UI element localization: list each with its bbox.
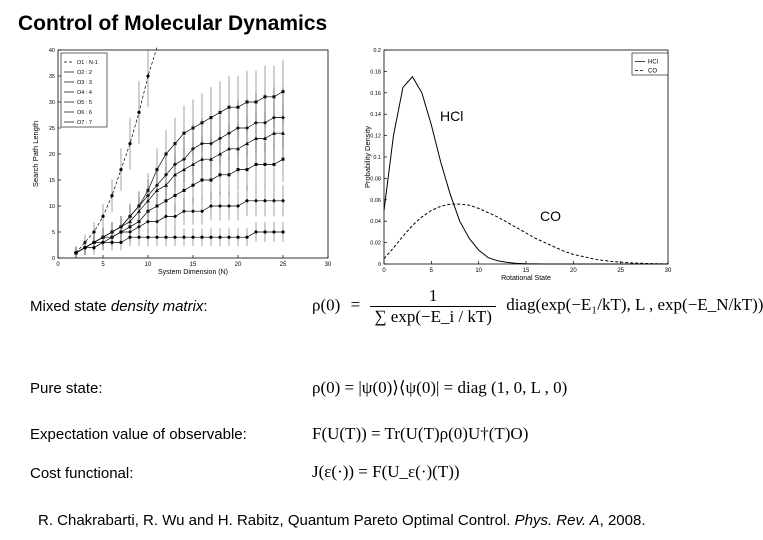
legend-entry: O1 : N-1 (77, 60, 98, 66)
x-tick-label: 30 (664, 268, 672, 274)
data-point (272, 230, 275, 233)
legend-entry: O7 : 7 (77, 120, 92, 126)
x-tick-label: 20 (569, 268, 577, 274)
search-path-length-chart (30, 44, 342, 280)
data-point (236, 236, 239, 239)
x-tick-label: 20 (234, 262, 242, 268)
data-point (227, 204, 231, 208)
data-point (263, 230, 266, 233)
data-point (255, 163, 258, 166)
y-tick-label: 15 (48, 178, 55, 184)
data-point (156, 205, 159, 208)
mixed-state-italic: density matrix (110, 298, 204, 315)
data-point (236, 204, 240, 208)
x-tick-label: 30 (324, 262, 332, 268)
x-tick-label: 0 (56, 262, 60, 268)
data-point (191, 162, 195, 166)
expectation-equation: F(U(T)) = Tr(U(T)ρ(0)U†(T)O) (312, 424, 529, 443)
data-point (245, 142, 249, 146)
pure-state-equation: ρ(0) = |ψ(0)⟩⟨ψ(0)| = diag (1, 0, L , 0) (312, 378, 568, 397)
data-point (164, 214, 168, 218)
legend-entry: O4 : 4 (77, 90, 92, 96)
x-tick-label: 25 (279, 262, 287, 268)
data-point (155, 220, 159, 224)
y-tick-label: 5 (51, 230, 55, 236)
y-axis-label: Probability Density (363, 125, 372, 189)
data-point (245, 236, 248, 239)
x-tick-label: 5 (429, 268, 434, 274)
y-tick-label: 0 (377, 262, 381, 268)
probability-density-chart (362, 44, 672, 284)
mixed-fraction (370, 286, 496, 327)
x-tick-label: 10 (144, 262, 152, 268)
data-point (254, 199, 258, 203)
hcl-annotation: HCl (440, 108, 464, 124)
data-point (273, 163, 276, 166)
data-point (210, 179, 213, 182)
cost-functional-label: Cost functional: (30, 465, 134, 482)
data-point (110, 194, 113, 197)
data-point (219, 173, 222, 176)
data-point (83, 246, 86, 249)
data-point (74, 251, 77, 254)
mixed-equals: = (350, 295, 361, 315)
x-tick-label: 0 (382, 268, 386, 274)
series-line-2 (384, 204, 668, 264)
data-point (173, 214, 177, 218)
data-point (191, 209, 195, 213)
y-tick-label: 0.16 (370, 90, 381, 97)
citation-journal: Phys. Rev. A (514, 512, 600, 529)
mixed-state-prefix: Mixed state (30, 298, 111, 315)
data-point (173, 173, 177, 177)
citation-authors: R. Chakrabarti, R. Wu and H. Rabitz, Quantum Pareto Optimal Control. (38, 512, 515, 529)
y-tick-label: 0.06 (370, 197, 381, 204)
data-point (164, 236, 167, 239)
y-tick-label: 0.08 (370, 176, 381, 183)
series-line-6 (76, 201, 283, 253)
data-point (272, 199, 276, 203)
data-point (119, 168, 122, 171)
data-point (101, 241, 104, 244)
legend-entry: O2 : 2 (77, 70, 92, 76)
mixed-numerator: 1 (370, 286, 496, 307)
data-point (92, 246, 95, 249)
x-tick-label: 25 (617, 268, 625, 274)
series-line-1 (384, 77, 668, 264)
y-tick-label: 0.2 (373, 48, 381, 54)
y-tick-label: 0.1 (373, 155, 381, 161)
y-tick-label: 0.14 (370, 112, 381, 119)
x-tick-label: 15 (522, 268, 530, 274)
legend-entry: O6 : 6 (77, 110, 92, 116)
y-tick-label: 35 (48, 74, 55, 80)
y-tick-label: 0.04 (370, 219, 381, 226)
x-axis-label: Rotational State (501, 275, 551, 282)
data-point (201, 179, 204, 182)
mixed-state-label (30, 298, 208, 315)
data-point (183, 189, 186, 192)
data-point (227, 236, 230, 239)
y-tick-label: 20 (48, 152, 55, 158)
data-point (218, 204, 222, 208)
data-point (92, 230, 95, 233)
data-point (101, 215, 104, 218)
data-point (264, 163, 267, 166)
data-point (146, 74, 149, 77)
y-tick-label: 25 (48, 126, 55, 132)
data-point (137, 236, 140, 239)
data-point (174, 194, 177, 197)
data-point (110, 241, 113, 244)
data-point (281, 230, 284, 233)
data-point (182, 209, 186, 213)
data-point (263, 199, 267, 203)
plot-frame (384, 50, 668, 264)
series-line-5 (76, 159, 283, 253)
x-tick-label: 5 (101, 262, 105, 268)
y-tick-label: 30 (48, 100, 55, 106)
data-point (228, 173, 231, 176)
data-point (128, 142, 131, 145)
data-point (119, 241, 122, 244)
data-point (165, 199, 168, 202)
y-tick-label: 40 (48, 48, 55, 54)
data-point (281, 199, 285, 203)
expectation-label: Expectation value of observable: (30, 426, 247, 443)
x-tick-label: 15 (189, 262, 197, 268)
data-point (173, 236, 176, 239)
data-point (237, 168, 240, 171)
data-point (245, 199, 249, 203)
data-point (200, 209, 204, 213)
x-tick-label: 10 (475, 268, 483, 274)
citation-year: , 2008. (599, 512, 646, 529)
mixed-lhs: ρ(0) (312, 295, 341, 315)
data-point (128, 236, 131, 239)
y-tick-label: 0.18 (370, 69, 381, 76)
data-point (192, 184, 195, 187)
data-point (183, 132, 186, 135)
co-annotation: CO (540, 208, 561, 224)
mixed-state-equation (312, 286, 763, 327)
data-point (209, 204, 213, 208)
data-point (146, 236, 149, 239)
data-point (182, 168, 186, 172)
mixed-state-suffix: : (203, 298, 208, 315)
data-point (155, 188, 159, 192)
cost-equation: J(ε(·)) = F(U_ε(·)(T)) (312, 462, 460, 481)
y-axis-label: Search Path Length (31, 120, 40, 188)
mixed-rhs: diag(exp(−E₁/kT), L , exp(−E_N/kT)) (506, 295, 763, 315)
y-tick-label: 0 (51, 256, 55, 262)
data-point (137, 111, 140, 114)
data-point (146, 220, 150, 224)
y-tick-label: 0.02 (370, 240, 381, 247)
pure-state-label: Pure state: (30, 380, 103, 397)
data-point (218, 236, 221, 239)
legend-entry: O5 : 5 (77, 100, 92, 106)
y-tick-label: 10 (48, 204, 55, 210)
data-point (155, 236, 158, 239)
slide-title: Control of Molecular Dynamics (18, 12, 328, 35)
citation (38, 512, 646, 529)
legend-entry: HCl (648, 59, 658, 66)
legend-entry: O3 : 3 (77, 80, 92, 86)
data-point (137, 225, 141, 229)
legend-entry: CO (648, 68, 657, 75)
data-point (191, 236, 194, 239)
data-point (282, 158, 285, 161)
data-point (209, 236, 212, 239)
mixed-denominator: ∑ exp(−E_i / kT) (374, 307, 492, 326)
x-axis-label: System Dimension (N) (157, 269, 229, 276)
data-point (182, 236, 185, 239)
data-point (254, 230, 257, 233)
data-point (246, 168, 249, 171)
y-tick-label: 0.12 (370, 133, 381, 140)
data-point (200, 236, 203, 239)
